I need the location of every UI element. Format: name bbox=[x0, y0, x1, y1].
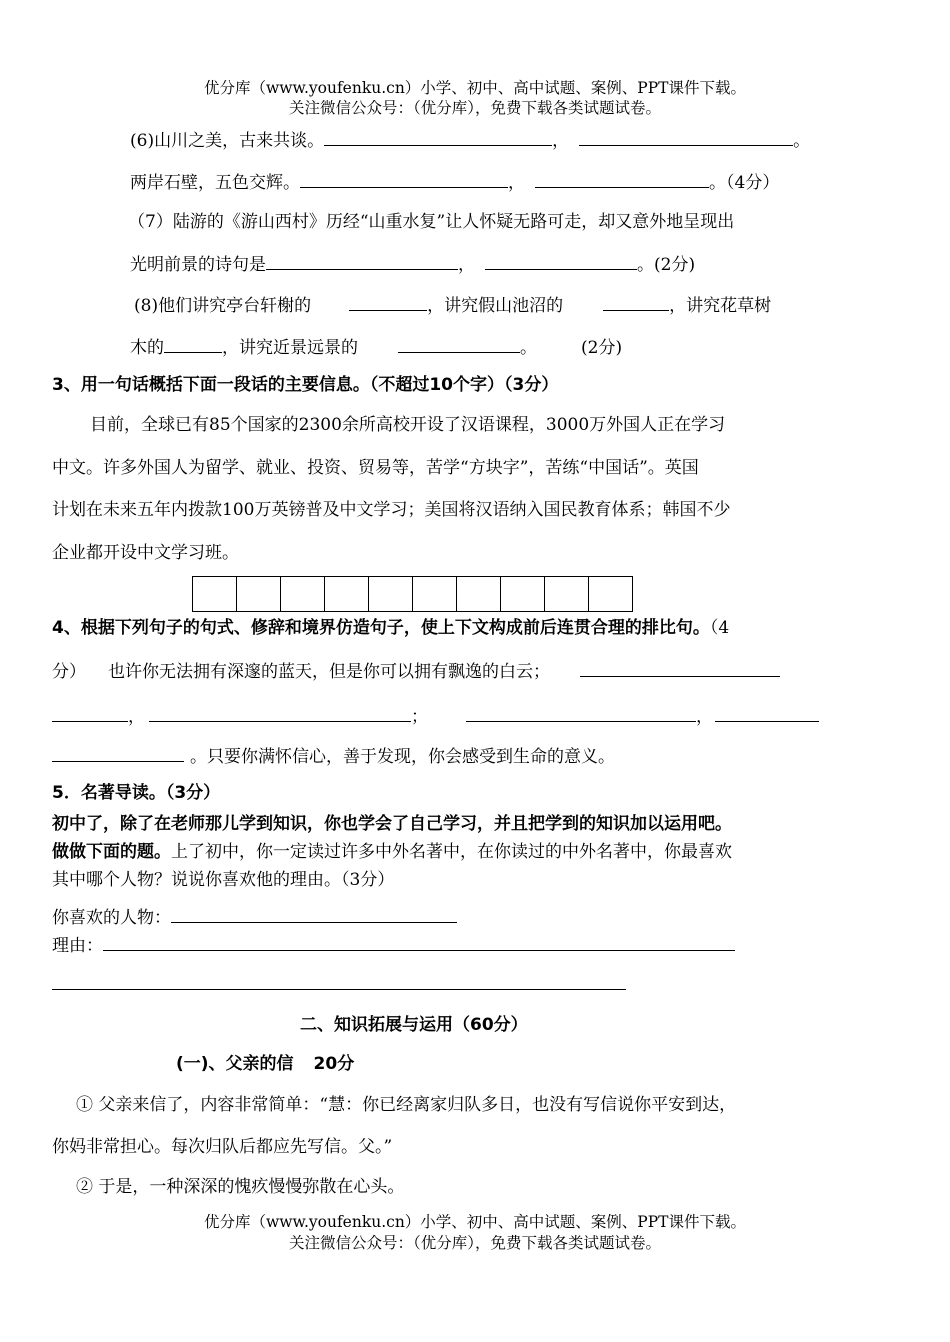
answer-blank[interactable] bbox=[485, 252, 637, 270]
q2-item6-line2: 两岸石壁，五色交辉。 ， 。（4分） bbox=[130, 170, 779, 194]
answer-box[interactable] bbox=[413, 577, 457, 611]
answer-box[interactable] bbox=[281, 577, 325, 611]
answer-box[interactable] bbox=[545, 577, 589, 611]
page-footer-line1: 优分库（www.youfenku.cn）小学、初中、高中试题、案例、PPT课件下载。 bbox=[203, 1213, 747, 1231]
answer-blank[interactable] bbox=[324, 128, 552, 146]
q3-answer-grid bbox=[192, 576, 633, 612]
answer-blank[interactable] bbox=[349, 293, 427, 311]
reason-answer-blank[interactable] bbox=[103, 933, 735, 951]
passage-title: (一)、父亲的信 20分 bbox=[176, 1054, 355, 1074]
q5-instruction-line1: 初中了，除了在老师那儿学到知识，你也学会了自己学习，并且把学到的知识加以运用吧。 bbox=[52, 814, 732, 834]
q2-item7-line2: 光明前景的诗句是 ， 。(2分) bbox=[130, 252, 695, 276]
q2-item6-line1: (6)山川之美，古来共谈。 ， 。 bbox=[130, 128, 810, 152]
page-footer-line2: 关注微信公众号：（优分库），免费下载各类试题试卷。 bbox=[288, 1234, 661, 1252]
q3-paragraph-line: 目前，全球已有85个国家的2300余所高校开设了汉语课程，3000万外国人正在学习 bbox=[90, 415, 726, 435]
answer-box[interactable] bbox=[369, 577, 413, 611]
q2-item8-line1: (8)他们讲究亭台轩榭的 ，讲究假山池沼的 ，讲究花草树 bbox=[134, 293, 771, 317]
q5-reason-line: 理由： bbox=[52, 933, 735, 957]
answer-blank[interactable] bbox=[580, 659, 780, 677]
section-title: 二、知识拓展与运用（60分） bbox=[300, 1015, 528, 1035]
q5-instruction-line2: 做做下面的题。上了初中，你一定读过许多中外名著中，在你读过的中外名著中，你最喜欢 bbox=[52, 842, 732, 862]
answer-blank[interactable] bbox=[149, 704, 411, 722]
answer-blank[interactable] bbox=[715, 704, 819, 722]
answer-blank[interactable] bbox=[579, 128, 793, 146]
q4-title-line: 4、根据下列句子的句式、修辞和境界仿造句子，使上下文构成前后连贯合理的排比句。（4 bbox=[52, 618, 730, 638]
passage-paragraph: ② 于是，一种深深的愧疚慢慢弥散在心头。 bbox=[76, 1177, 405, 1197]
q4-title: 4、根据下列句子的句式、修辞和境界仿造句子，使上下文构成前后连贯合理的排比句。 bbox=[52, 618, 710, 638]
answer-box[interactable] bbox=[325, 577, 369, 611]
q3-title: 3、用一句话概括下面一段话的主要信息。（不超过10个字）（3分） bbox=[52, 375, 559, 395]
answer-box[interactable] bbox=[457, 577, 501, 611]
q4-sentence: 也许你无法拥有深邃的蓝天，但是你可以拥有飘逸的白云； bbox=[108, 662, 550, 682]
answer-blank[interactable] bbox=[398, 335, 520, 353]
q2-item6-prefix: (6)山川之美，古来共谈。 bbox=[130, 131, 325, 151]
q4-blank-line: ， ； ， bbox=[52, 704, 819, 728]
page-header-line2: 关注微信公众号：（优分库），免费下载各类试题试卷。 bbox=[288, 99, 661, 117]
page-header-line1: 优分库（www.youfenku.cn）小学、初中、高中试题、案例、PPT课件下载。 bbox=[203, 79, 747, 97]
q5-person-line: 你喜欢的人物： bbox=[52, 905, 457, 929]
answer-box[interactable] bbox=[193, 577, 237, 611]
q3-paragraph-line: 计划在未来五年内拨款100万英镑普及中文学习；美国将汉语纳入国民教育体系；韩国不少 bbox=[52, 500, 731, 520]
q2-item8-line2: 木的 ，讲究近景远景的 。 (2分) bbox=[130, 335, 622, 359]
q5-title: 5．名著导读。（3分） bbox=[52, 783, 221, 803]
q3-paragraph-line: 中文。许多外国人为留学、就业、投资、贸易等，苦学“方块字”，苦练“中国话”。英国 bbox=[52, 458, 699, 478]
person-answer-blank[interactable] bbox=[171, 905, 457, 923]
q4-sentence-line: 分） 也许你无法拥有深邃的蓝天，但是你可以拥有飘逸的白云； bbox=[52, 659, 780, 683]
reason-answer-line[interactable] bbox=[52, 989, 626, 990]
answer-blank[interactable] bbox=[266, 252, 458, 270]
answer-blank[interactable] bbox=[52, 744, 184, 762]
q4-ending-line: 。只要你满怀信心，善于发现，你会感受到生命的意义。 bbox=[52, 744, 615, 768]
answer-blank[interactable] bbox=[52, 704, 128, 722]
q3-paragraph-line: 企业都开设中文学习班。 bbox=[52, 543, 239, 563]
passage-paragraph: ① 父亲来信了，内容非常简单：“慧：你已经离家归队多日，也没有写信说你平安到达， bbox=[76, 1095, 737, 1115]
answer-blank[interactable] bbox=[603, 293, 669, 311]
answer-blank[interactable] bbox=[535, 170, 709, 188]
q2-item7-line1: （7）陆游的《游山西村》历经“山重水复”让人怀疑无路可走，却又意外地呈现出 bbox=[128, 212, 735, 232]
answer-box[interactable] bbox=[501, 577, 545, 611]
answer-blank[interactable] bbox=[300, 170, 508, 188]
answer-blank[interactable] bbox=[164, 335, 222, 353]
answer-blank[interactable] bbox=[466, 704, 696, 722]
passage-paragraph: 你妈非常担心。每次归队后都应先写信。父。” bbox=[52, 1137, 393, 1157]
answer-box[interactable] bbox=[237, 577, 281, 611]
answer-box[interactable] bbox=[589, 577, 632, 611]
q5-instruction-line3: 其中哪个人物？说说你喜欢他的理由。（3分） bbox=[52, 870, 395, 890]
